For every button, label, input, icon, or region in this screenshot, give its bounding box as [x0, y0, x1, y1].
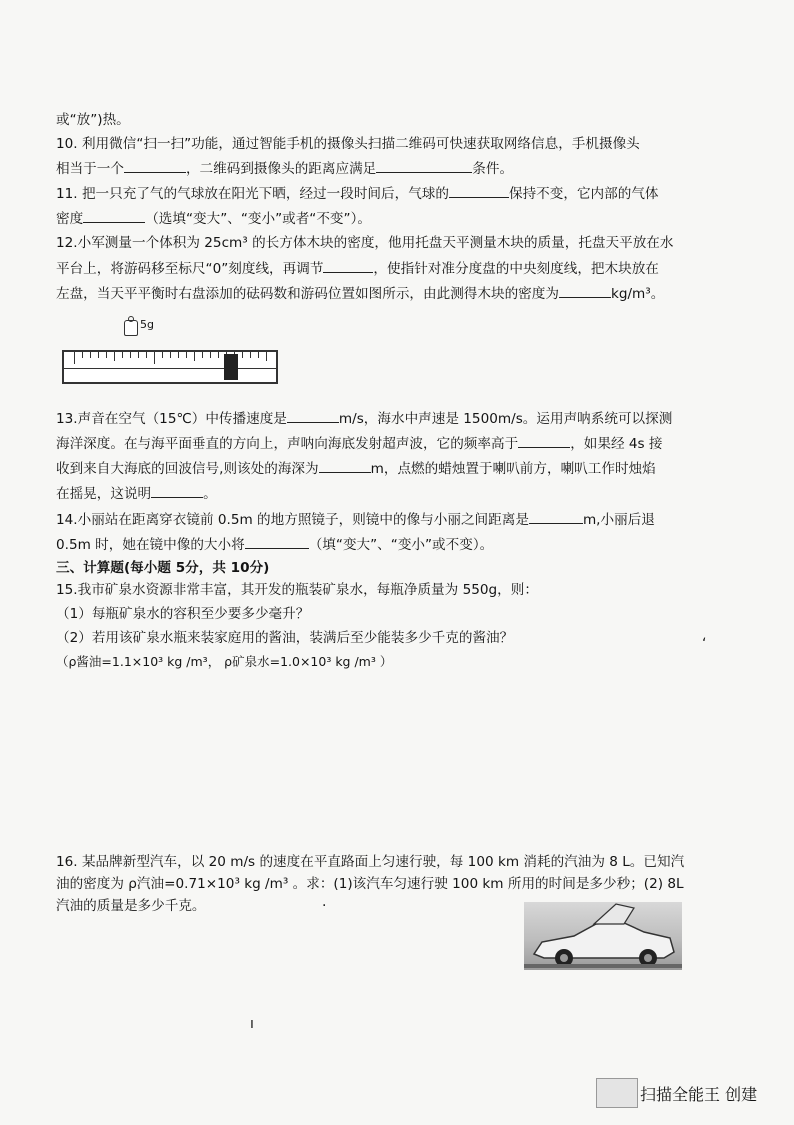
text: m,小丽后退	[582, 512, 655, 528]
text: 在摇晃，这说明	[56, 486, 152, 502]
line-q9-end	[56, 110, 746, 130]
answer-blank[interactable]	[124, 158, 186, 173]
answer-blank[interactable]	[151, 483, 203, 498]
text: ，二维码到摄像头的距离应满足	[185, 161, 377, 177]
scan-mark: ·	[322, 898, 327, 914]
answer-blank[interactable]	[449, 183, 509, 198]
answer-blank[interactable]	[529, 509, 583, 524]
line-q11-a	[56, 183, 746, 204]
text: 12.小军测量一个体积为 25cm³ 的长方体木块的密度，他用托盘天平测量木块的质量，托盘天平放在水	[56, 235, 674, 251]
line-q15-b	[56, 604, 746, 624]
text: 密度	[56, 211, 84, 227]
text: （ρ酱油=1.1×10³ kg /m³， ρ矿泉水=1.0×10³ kg /m³ ）	[56, 654, 393, 669]
answer-blank[interactable]	[323, 258, 373, 273]
line-q16-a	[56, 852, 746, 872]
text: （选填“变大”、“变小”或者“不变”）。	[145, 211, 371, 227]
text: 海洋深度。在与海平面垂直的方向上，声呐向海底发射超声波，它的频率高于	[56, 436, 519, 452]
text: ，如果经 4s 接	[570, 436, 663, 452]
line-q14-b	[56, 534, 746, 555]
text: m/s，海水中声速是 1500m/s。运用声呐系统可以探测	[338, 411, 673, 427]
text: 油的密度为 ρ汽油=0.71×10³ kg /m³ 。求：(1)该汽车匀速行驶 100 km 所用的时间是多少秒；(2) 8L	[56, 876, 684, 892]
line-q16-b	[56, 874, 746, 894]
answer-blank[interactable]	[83, 208, 145, 223]
text: 相当于一个	[56, 161, 124, 177]
answer-blank[interactable]	[319, 458, 371, 473]
text: （2）若用该矿泉水瓶来装家庭用的酱油，装满后至少能装多少千克的酱油？	[56, 630, 514, 646]
text: 0.5m 时，她在镜中像的大小将	[56, 537, 245, 553]
weight-icon	[124, 320, 138, 336]
line-q12-c	[56, 283, 746, 304]
line-q12-a	[56, 233, 746, 253]
text: 13.声音在空气（15℃）中传播速度是	[56, 411, 287, 427]
line-q13-d	[56, 483, 746, 504]
line-q11-b	[56, 208, 746, 229]
ruler-ticks	[64, 352, 276, 366]
answer-blank[interactable]	[245, 534, 309, 549]
text: 11. 把一只充了气的气球放在阳光下晒，经过一段时间后，气球的	[56, 186, 449, 202]
scan-mark: ‘	[702, 636, 707, 652]
scanner-logo-icon	[596, 1078, 638, 1108]
text: 条件。	[472, 161, 514, 177]
text: 15.我市矿泉水资源非常丰富，其开发的瓶装矿泉水，每瓶净质量为 550g，则：	[56, 582, 538, 598]
text: 16. 某品牌新型汽车，以 20 m/s 的速度在平直路面上匀速行驶，每 100 km 消耗的汽油为 8 L。已知汽	[56, 854, 685, 870]
car-photo	[524, 902, 682, 970]
text: 收到来自大海底的回波信号,则该处的海深为	[56, 461, 319, 477]
line-q13-a	[56, 408, 746, 429]
text: 左盘，当天平平衡时右盘添加的砝码数和游码位置如图所示，由此测得木块的密度为	[56, 286, 559, 302]
line-q10-b	[56, 158, 746, 179]
answer-blank[interactable]	[287, 408, 339, 423]
line-q15-d	[56, 652, 746, 672]
text: 三、计算题(每小题 5分，共 10分)	[56, 560, 270, 576]
line-q13-c	[56, 458, 746, 479]
car-icon	[524, 902, 682, 970]
text: kg/m³。	[610, 286, 665, 302]
scanner-watermark: 扫描全能王 创建	[640, 1085, 758, 1104]
line-q12-b	[56, 258, 746, 279]
text: ，使指针对准分度盘的中央刻度线，把木块放在	[373, 261, 659, 277]
text: 10. 利用微信“扫一扫”功能，通过智能手机的摄像头扫描二维码可快速获取网络信息，手机摄像头	[56, 136, 640, 152]
line-q14-a	[56, 509, 746, 530]
rider-slider	[224, 354, 238, 380]
text: 平台上，将游码移至标尺“0”刻度线，再调节	[56, 261, 324, 277]
text: m，点燃的蜡烛置于喇叭前方，喇叭工作时烛焰	[370, 461, 656, 477]
text: （填“变大”、“变小”或不变）。	[308, 537, 494, 553]
text: 。	[203, 486, 217, 502]
line-q15-c	[56, 628, 746, 648]
answer-blank[interactable]	[518, 433, 570, 448]
answer-blank[interactable]	[559, 283, 611, 298]
text: （1）每瓶矿泉水的容积至少要多少毫升？	[56, 606, 310, 622]
line-q15-a	[56, 580, 746, 600]
balance-scale-ruler	[62, 350, 278, 384]
text: 保持不变，它内部的气体	[508, 186, 659, 202]
text: 14.小丽站在距离穿衣镜前 0.5m 的地方照镜子，则镜中的像与小丽之间距离是	[56, 512, 529, 528]
line-q10-a	[56, 134, 746, 154]
section-title-calculation	[56, 558, 746, 578]
text: 汽油的质量是多少千克。	[56, 898, 206, 914]
weight-label: 5g	[140, 318, 154, 331]
line-q13-b	[56, 433, 746, 454]
answer-blank[interactable]	[376, 158, 472, 173]
text: 或“放”)热。	[56, 112, 130, 128]
scan-mark: ı	[250, 1016, 254, 1032]
